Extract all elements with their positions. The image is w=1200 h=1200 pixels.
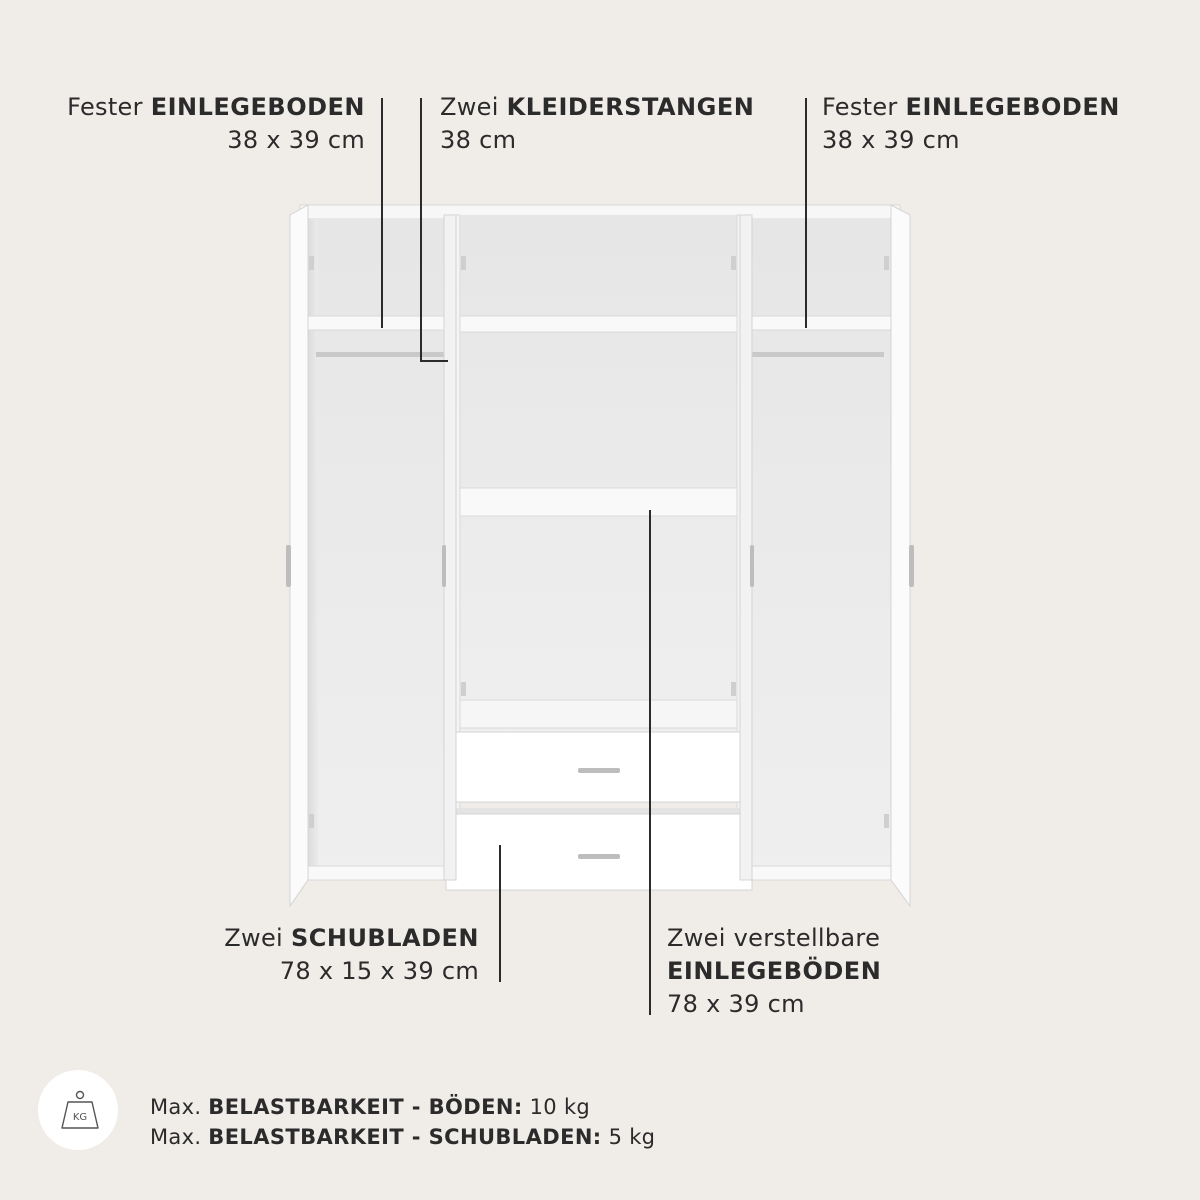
drawer-upper [448, 732, 748, 802]
leader-line-bottom-right [649, 510, 651, 1015]
load-prefix: Max. [150, 1095, 202, 1119]
hinge [884, 256, 889, 270]
center-bottom-shelf [460, 700, 737, 728]
callout-bottom-right [667, 922, 881, 1021]
callout-keyword: EINLEGEBODEN [905, 93, 1120, 121]
leader-line-top-center-tick [420, 360, 448, 362]
callout-top-center [440, 91, 754, 157]
callout-top-right [822, 91, 1120, 157]
callout-dimension: 38 x 39 cm [227, 126, 365, 154]
hinge [309, 814, 314, 828]
center-right-door-handle [750, 545, 754, 587]
leader-line-top-right [805, 98, 807, 328]
callout-prefix: Zwei [440, 93, 499, 121]
hinge [461, 256, 466, 270]
callout-prefix: Zwei verstellbare [667, 924, 881, 952]
callout-dimension: 78 x 39 cm [667, 990, 805, 1018]
drawer-lower-handle [578, 854, 620, 859]
hinge [884, 814, 889, 828]
load-capacity-drawers [150, 1122, 655, 1152]
center-compartment [456, 215, 739, 735]
left-hanging-rail [316, 352, 448, 357]
callout-prefix: Zwei [224, 924, 284, 952]
leader-line-top-center [420, 98, 422, 362]
drawer-lower [446, 814, 752, 890]
callout-dimension: 38 cm [440, 126, 517, 154]
weight-icon-text: KG [72, 1112, 88, 1123]
callout-top-left [67, 91, 365, 157]
hinge [461, 682, 466, 696]
left-outer-door-handle [286, 545, 291, 587]
weight-kg-icon [58, 1088, 102, 1132]
callout-keyword: EINLEGEBODEN [150, 93, 365, 121]
leader-line-bottom-left [499, 845, 501, 982]
center-left-door-handle [442, 545, 446, 587]
load-keyword: BELASTBARKEIT - SCHUBLADEN: [208, 1125, 602, 1149]
center-adjustable-shelf [460, 488, 737, 516]
load-prefix: Max. [150, 1125, 202, 1149]
right-hanging-rail [752, 352, 884, 357]
load-value: 10 kg [529, 1095, 591, 1119]
load-value: 5 kg [608, 1125, 656, 1149]
right-fixed-shelf [749, 316, 891, 330]
hinge [731, 682, 736, 696]
load-capacity-shelves [150, 1092, 590, 1122]
left-outer-door [290, 205, 308, 906]
left-bottom-panel [308, 866, 450, 880]
right-outer-door-handle [909, 545, 914, 587]
load-keyword: BELASTBARKEIT - BÖDEN: [208, 1095, 523, 1119]
callout-dimension: 38 x 39 cm [822, 126, 960, 154]
right-outer-door [891, 205, 910, 906]
right-bottom-panel [749, 866, 891, 880]
hinge [731, 256, 736, 270]
callout-prefix: Fester [822, 93, 898, 121]
leader-line-top-left [381, 98, 383, 328]
callout-prefix: Fester [67, 93, 143, 121]
center-shelf-top [460, 316, 737, 332]
callout-dimension: 78 x 15 x 39 cm [279, 957, 479, 985]
callout-bottom-left [224, 922, 479, 988]
callout-keyword: EINLEGEBÖDEN [667, 957, 882, 985]
hinge [309, 256, 314, 270]
drawer-upper-handle [578, 768, 620, 773]
callout-keyword: SCHUBLADEN [290, 924, 479, 952]
callout-keyword: KLEIDERSTANGEN [506, 93, 755, 121]
left-fixed-shelf [308, 316, 450, 330]
